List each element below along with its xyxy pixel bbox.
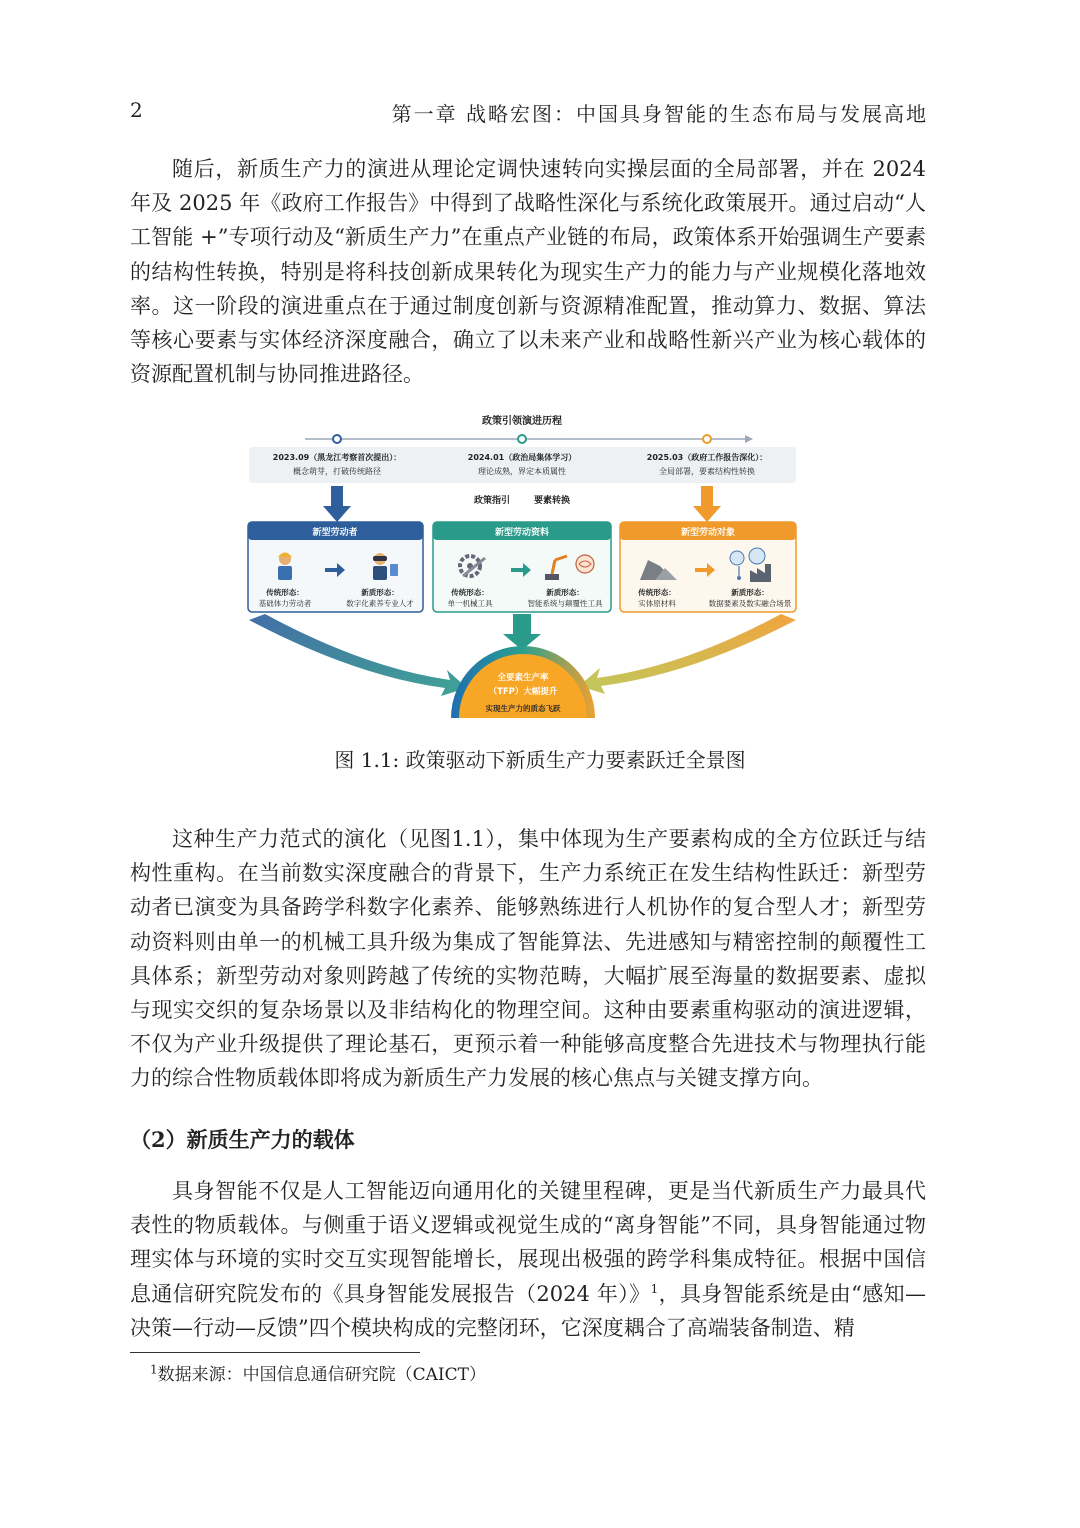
panel-2-trad-label: 传统形态：	[451, 588, 489, 597]
panel-1-new-desc: 数字化素养专业人才	[346, 599, 414, 608]
milestone-2-desc: 理论成熟，界定本质属性	[478, 467, 566, 476]
tfp-line-1: 全要素生产率	[497, 673, 549, 683]
panel-1-title: 新型劳动者	[312, 528, 358, 538]
factor-conversion-label: 要素转换	[533, 496, 571, 506]
p3-text-after-footnote: ，具身智能系统是由“感知—决策—行动—反馈”四个模块构成的完整闭环，它深度耦合了高端装备制造、精	[130, 1281, 926, 1340]
chapter-title: 第一章 战略宏图：中国具身智能的生态布局与发展高地	[391, 102, 928, 126]
timeline-dot-2	[518, 435, 526, 443]
milestone-3-date: 2025.03（政府工作报告深化）：	[646, 453, 768, 462]
converge-arrow-right	[579, 614, 796, 694]
tfp-line-2: （TFP）大幅提升	[488, 687, 558, 697]
paragraph-embodied-intelligence	[130, 1174, 926, 1345]
down-arrow-blue	[323, 486, 351, 522]
footnote	[150, 1360, 486, 1385]
worker-icon	[278, 553, 292, 581]
panel-1-trad-desc: 基础体力劳动者	[258, 599, 312, 608]
timeline-dot-1	[333, 435, 341, 443]
converge-arrow-center	[503, 614, 541, 650]
milestone-3-desc: 全局部署，要素结构性转换	[659, 467, 755, 476]
footnote-divider	[130, 1352, 420, 1353]
panel-3-new-desc: 数据要素及数实融合场景	[708, 599, 792, 608]
milestone-2-date: 2024.01（政治局集体学习）	[467, 453, 577, 462]
timeline-dot-3	[703, 435, 711, 443]
panel-2-new-desc: 智能系统与颠覆性工具	[527, 599, 603, 608]
panel-3-trad-desc: 实体原材料	[638, 599, 676, 608]
footnote-text: 数据来源：中国信息通信研究院（CAICT）	[157, 1365, 486, 1385]
paragraph-productivity-paradigm: 这种生产力范式的演化（见图1.1），集中体现为生产要素构成的全方位跃迁与结构性重构。在当前数实深度融合的背景下，生产力系统正在发生结构性跃迁：新型劳动者已演变为具备跨学科数字化素养、能够熟练进行人机协作的复合型人才；新型劳动资料则由单一的机械工具升级为集成了智能算法、先进感知与精密控制的颠覆性工具体系；新型劳动对象则跨越了传统的实物范畴，大幅扩展至海量的数据要素、虚拟与现实交织的复杂场景以及非结构化的物理空间。这种由要素重构驱动的演进逻辑，不仅为产业升级提供了理论基石，更预示着一种能够高度整合先进技术与物理执行能力的综合性物质载体即将成为新质生产力发展的核心焦点与关键支撑方向。	[130, 827, 926, 1091]
p3-text-before-footnote: 具身智能不仅是人工智能迈向通用化的关键里程碑，更是当代新质生产力最具代表性的物质载体。与侧重于语义逻辑或视觉生成的“离身智能”不同，具身智能通过物理实体与环境的实时交互实现智能增长，展现出极强的跨学科集成特征。根据中国信息通信研究院发布的《具身智能发展报告（2024 年）》	[130, 1179, 926, 1306]
panel-2-new-label: 新质形态：	[546, 588, 584, 597]
tfp-line-3: 实现生产力的质态飞跃	[485, 704, 561, 713]
panel-1-new-label: 新质形态：	[361, 588, 399, 597]
footnote-marker: 1	[150, 1362, 158, 1377]
panel-3-new-label: 新质形态：	[731, 588, 769, 597]
page-header	[130, 96, 928, 128]
milestone-1-date: 2023.09（黑龙江考察首次提出）：	[272, 453, 402, 462]
section-heading: （2）新质生产力的载体	[130, 1127, 355, 1152]
down-arrow-orange	[693, 486, 721, 522]
policy-guidance-label: 政策指引	[473, 496, 511, 506]
milestone-1-desc: 概念萌芽，打破传统路径	[293, 467, 381, 476]
figure-caption: 图 1.1: 政策驱动下新质生产力要素跃迁全景图	[334, 748, 746, 772]
page-number: 2	[130, 98, 143, 122]
panel-3-title: 新型劳动对象	[680, 528, 736, 538]
panel-3-trad-label: 传统形态：	[638, 588, 676, 597]
converge-arrow-left	[249, 614, 467, 696]
panel-2-title: 新型劳动资料	[494, 528, 550, 538]
panel-1-trad-label: 传统形态：	[266, 588, 304, 597]
figure-1-1	[245, 408, 800, 722]
panel-2-trad-desc: 单一机械工具	[447, 599, 493, 608]
figure-title: 政策引领演进历程	[482, 416, 562, 427]
footnote-reference[interactable]: 1	[650, 1281, 659, 1296]
paragraph-policy-evolution: 随后，新质生产力的演进从理论定调快速转向实操层面的全局部署，并在 2024 年及 2025 年《政府工作报告》中得到了战略性深化与系统化政策展开。通过启动“人工智能 +”专项行动及“新质生产力”在重点产业链的布局，政策体系开始强调生产要素的结构性转换，特别是将科技创新成果转化为现实生产力的能力与产业规模化落地效率。这一阶段的演进重点在于通过制度创新与资源精准配置，推动算力、数据、算法等核心要素与实体经济深度融合，确立了以未来产业和战略性新兴产业为核心载体的资源配置机制与协同推进路径。	[130, 157, 926, 387]
